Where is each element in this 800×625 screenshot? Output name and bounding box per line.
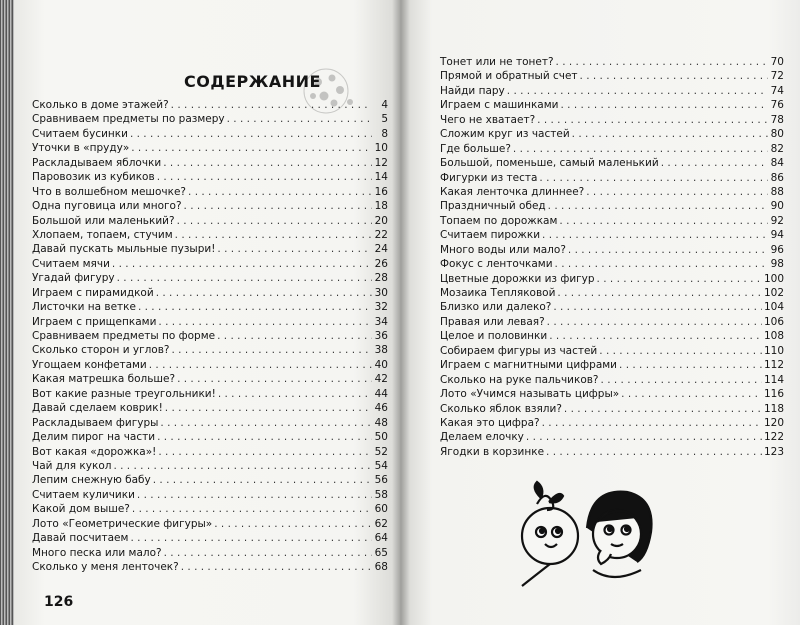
toc-entry: [32, 228, 388, 242]
toc-entry: [32, 329, 388, 343]
girl-figure: [587, 492, 652, 577]
toc-entry: [32, 459, 388, 473]
entry-title: Считаем куличики: [32, 488, 135, 501]
entry-title: Где больше?: [440, 142, 511, 155]
dot-leader: [548, 199, 768, 213]
entry-title: Топаем по дорожкам: [440, 214, 558, 227]
page-edges: [0, 0, 14, 625]
toc-entry: [32, 502, 388, 516]
toc-entry: [440, 300, 784, 314]
entry-title: Фигурки из теста: [440, 171, 538, 184]
entry-page-number: 44: [374, 387, 388, 400]
dot-leader: [556, 55, 768, 69]
dot-leader: [599, 344, 762, 358]
toc-entry: [32, 112, 388, 126]
toc-entry: [32, 300, 388, 314]
entry-title: Давай посчитаем: [32, 532, 129, 545]
entry-page-number: 88: [770, 185, 784, 198]
entry-title: Уточки в «пруду»: [32, 142, 130, 155]
entry-page-number: 28: [374, 272, 388, 285]
entry-title: Чай для кукол: [32, 459, 112, 472]
toc-entry: [32, 199, 388, 213]
dot-leader: [586, 185, 768, 199]
entry-page-number: 24: [374, 243, 388, 256]
toc-entry: [440, 69, 784, 83]
toc-entry: [32, 358, 388, 372]
entry-page-number: 90: [770, 200, 784, 213]
toc-entry: [32, 488, 388, 502]
toc-entry: [32, 214, 388, 228]
entry-title: Считаем мячи: [32, 257, 110, 270]
entry-title: Давай пускать мыльные пузыри!: [32, 243, 216, 256]
dot-leader: [177, 214, 372, 228]
entry-title: Большой или маленький?: [32, 214, 175, 227]
entry-page-number: 72: [770, 70, 784, 83]
dot-leader: [559, 214, 768, 228]
spine-shadow: [392, 0, 410, 625]
entry-page-number: 76: [770, 99, 784, 112]
entry-title: Лото «Геометрические фигуры»: [32, 517, 213, 530]
toc-entry: [440, 214, 784, 228]
entry-title: Собираем фигуры из частей: [440, 344, 598, 357]
toc-entry: [440, 272, 784, 286]
dot-leader: [218, 387, 372, 401]
entry-page-number: 86: [770, 171, 784, 184]
dot-leader: [153, 473, 372, 487]
entry-page-number: 26: [374, 257, 388, 270]
entry-title: Ягодки в корзинке: [440, 445, 545, 458]
entry-page-number: 52: [374, 445, 388, 458]
entry-page-number: 68: [374, 561, 388, 573]
entry-title: Делаем елочку: [440, 431, 524, 444]
toc-entry: [32, 546, 388, 560]
entry-page-number: 74: [770, 84, 784, 97]
entry-page-number: 104: [763, 301, 784, 314]
toc-entry: [32, 473, 388, 487]
entry-title: Сколько в доме этажей?: [32, 99, 169, 111]
toc-entry: [32, 271, 388, 285]
toc-list-left: [32, 98, 388, 574]
dot-leader: [597, 272, 762, 286]
entry-title: Давай сделаем коврик!: [32, 402, 163, 415]
toc-entry: [440, 243, 784, 257]
entry-title: Делим пирог на части: [32, 431, 156, 444]
dot-leader: [537, 113, 768, 127]
entry-page-number: 50: [374, 431, 388, 444]
toc-entry: [32, 343, 388, 357]
dot-leader: [526, 430, 762, 444]
dot-leader: [130, 531, 372, 545]
dot-leader: [553, 300, 762, 314]
entry-title: Играем с пирамидкой: [32, 286, 154, 299]
toc-entry: [440, 228, 784, 242]
dot-leader: [156, 286, 372, 300]
entry-page-number: 18: [374, 200, 388, 213]
toc-entry: [440, 315, 784, 329]
dot-leader: [164, 546, 372, 560]
toc-entry: [440, 430, 784, 444]
entry-page-number: 78: [770, 113, 784, 126]
entry-page-number: 60: [374, 503, 388, 516]
entry-page-number: 82: [770, 142, 784, 155]
entry-title: Праздничный обед: [440, 200, 546, 213]
toc-entry: [440, 416, 784, 430]
entry-page-number: 110: [763, 344, 784, 357]
entry-title: Считаем бусинки: [32, 127, 128, 140]
toc-entry: [440, 257, 784, 271]
dot-leader: [214, 517, 372, 531]
entry-page-number: 112: [763, 359, 784, 372]
entry-title: Считаем пирожки: [440, 229, 541, 242]
dot-leader: [513, 142, 768, 156]
dot-leader: [157, 170, 372, 184]
dot-leader: [547, 315, 762, 329]
toc-entry: [32, 156, 388, 170]
entry-title: Тонет или не тонет?: [440, 56, 554, 68]
entry-page-number: 12: [374, 156, 388, 169]
right-page: [400, 0, 800, 625]
entry-title: Вот какая «дорожка»!: [32, 445, 157, 458]
dot-leader: [171, 98, 372, 112]
toc-entry: [440, 199, 784, 213]
dot-leader: [539, 171, 768, 185]
toc-entry: [440, 329, 784, 343]
entry-title: Найди пару: [440, 84, 505, 97]
toc-entry: [440, 185, 784, 199]
entry-page-number: 114: [763, 373, 784, 386]
entry-title: Раскладываем яблочки: [32, 156, 162, 169]
dot-leader: [217, 242, 372, 256]
entry-title: Близко или далеко?: [440, 301, 552, 314]
entry-title: Угадай фигуру: [32, 272, 115, 285]
dot-leader: [113, 459, 372, 473]
toc-list-right: [440, 55, 784, 459]
dot-leader: [184, 199, 372, 213]
dot-leader: [621, 387, 762, 401]
entry-page-number: 100: [763, 272, 784, 285]
entry-page-number: 80: [770, 128, 784, 141]
toc-entry: [32, 445, 388, 459]
toc-entry: [32, 127, 388, 141]
entry-page-number: 5: [381, 113, 388, 126]
entry-title: Чего не хватает?: [440, 113, 536, 126]
entry-page-number: 54: [374, 459, 388, 472]
dot-leader: [131, 141, 372, 155]
toc-entry: [440, 344, 784, 358]
toc-entry: [32, 560, 388, 574]
toc-entry: [32, 517, 388, 531]
entry-page-number: 14: [374, 171, 388, 184]
entry-title: Играем с магнитными цифрами: [440, 359, 618, 372]
entry-page-number: 94: [770, 229, 784, 242]
entry-page-number: 108: [763, 330, 784, 343]
toc-entry: [32, 372, 388, 386]
entry-page-number: 120: [763, 416, 784, 429]
page-number: 126: [44, 594, 74, 610]
dot-leader: [661, 156, 768, 170]
dot-leader: [217, 329, 372, 343]
entry-title: Сколько сторон и углов?: [32, 344, 170, 357]
entry-title: Много воды или мало?: [440, 243, 566, 256]
entry-title: Что в волшебном мешочке?: [32, 185, 187, 198]
dot-leader: [227, 112, 372, 126]
entry-title: Сравниваем предметы по форме: [32, 330, 216, 342]
entry-page-number: 32: [374, 301, 388, 314]
toc-entry: [440, 358, 784, 372]
entry-title: Раскладываем фигуры: [32, 416, 159, 429]
dot-leader: [568, 243, 768, 257]
dot-leader: [507, 84, 768, 98]
entry-page-number: 56: [374, 474, 388, 487]
entry-title: Какая ленточка длиннее?: [440, 185, 585, 198]
dot-leader: [619, 358, 762, 372]
entry-page-number: 106: [763, 315, 784, 328]
toc-entry: [440, 113, 784, 127]
toc-entry: [32, 430, 388, 444]
toc-entry: [32, 257, 388, 271]
dot-leader: [158, 445, 372, 459]
entry-page-number: 4: [381, 99, 388, 111]
dot-leader: [601, 373, 762, 387]
entry-title: Сколько яблок взяли?: [440, 402, 562, 415]
entry-title: Вот какие разные треугольники!: [32, 387, 216, 400]
dot-leader: [138, 300, 372, 314]
entry-title: Целое и половинки: [440, 330, 548, 343]
toc-entry: [440, 156, 784, 170]
dot-leader: [165, 401, 372, 415]
entry-page-number: 98: [770, 258, 784, 271]
toc-entry: [32, 185, 388, 199]
toc-entry: [440, 402, 784, 416]
entry-title: Играем с машинками: [440, 99, 559, 112]
toc-entry: [440, 286, 784, 300]
entry-page-number: 92: [770, 214, 784, 227]
entry-title: Лепим снежную бабу: [32, 474, 151, 487]
entry-title: Много песка или мало?: [32, 546, 162, 559]
toc-entry: [32, 170, 388, 184]
dot-leader: [555, 257, 768, 271]
dot-leader: [158, 315, 372, 329]
entry-page-number: 34: [374, 315, 388, 328]
dot-leader: [549, 329, 762, 343]
entry-page-number: 84: [770, 157, 784, 170]
dot-leader: [188, 185, 372, 199]
entry-title: Правая или левая?: [440, 315, 545, 328]
entry-page-number: 122: [763, 431, 784, 444]
toc-entry: [32, 242, 388, 256]
entry-page-number: 116: [763, 388, 784, 401]
entry-page-number: 64: [374, 532, 388, 545]
entry-title: Какая это цифра?: [440, 416, 540, 429]
entry-page-number: 20: [374, 214, 388, 227]
entry-page-number: 58: [374, 488, 388, 501]
dot-leader: [557, 286, 762, 300]
toc-entry: [440, 127, 784, 141]
entry-title: Сложим круг из частей: [440, 128, 570, 141]
entry-page-number: 65: [374, 546, 388, 559]
entry-title: Большой, поменьше, самый маленький: [440, 157, 659, 170]
entry-page-number: 8: [381, 127, 388, 140]
entry-page-number: 10: [374, 142, 388, 155]
entry-page-number: 30: [374, 286, 388, 299]
entry-title: Прямой и обратный счет: [440, 70, 578, 83]
entry-page-number: 102: [763, 287, 784, 299]
entry-page-number: 123: [763, 445, 784, 458]
entry-title: Паровозик из кубиков: [32, 171, 155, 184]
entry-title: Одна пуговица или много?: [32, 200, 182, 213]
entry-title: Лото «Учимся называть цифры»: [440, 388, 620, 401]
dot-leader: [564, 402, 762, 416]
toc-entry: [32, 286, 388, 300]
entry-page-number: 16: [374, 185, 388, 198]
children-illustration: [505, 478, 655, 588]
dot-leader: [157, 430, 372, 444]
toc-entry: [440, 84, 784, 98]
toc-entry: [440, 55, 784, 69]
entry-title: Играем с прищепками: [32, 315, 157, 328]
toc-entry: [440, 373, 784, 387]
toc-entry: [32, 98, 388, 112]
dot-leader: [542, 416, 762, 430]
toc-entry: [440, 171, 784, 185]
entry-page-number: 42: [374, 373, 388, 386]
dot-leader: [112, 257, 372, 271]
dot-leader: [132, 502, 372, 516]
dot-leader: [172, 343, 373, 357]
toc-entry: [32, 387, 388, 401]
dot-leader: [163, 156, 372, 170]
toc-entry: [440, 445, 784, 459]
entry-title: Какая матрешка больше?: [32, 373, 176, 386]
dot-leader: [160, 416, 372, 430]
entry-page-number: 62: [374, 517, 388, 530]
dot-leader: [175, 228, 372, 242]
entry-title: Цветные дорожки из фигур: [440, 272, 595, 285]
entry-title: Фокус с ленточками: [440, 258, 553, 271]
entry-page-number: 36: [374, 330, 388, 342]
toc-entry: [32, 141, 388, 155]
dot-leader: [117, 271, 372, 285]
toc-entry: [32, 416, 388, 430]
entry-title: Сколько у меня ленточек?: [32, 561, 179, 573]
dot-leader: [560, 98, 768, 112]
entry-page-number: 96: [770, 243, 784, 256]
entry-title: Какой дом выше?: [32, 503, 130, 516]
entry-title: Сравниваем предметы по размеру: [32, 113, 225, 126]
entry-page-number: 22: [374, 228, 388, 241]
toc-entry: [32, 531, 388, 545]
toc-entry: [440, 142, 784, 156]
dot-leader: [149, 358, 372, 372]
toc-entry: [440, 387, 784, 401]
entry-page-number: 40: [374, 358, 388, 371]
entry-page-number: 70: [770, 56, 784, 68]
dot-leader: [572, 127, 768, 141]
dot-leader: [542, 228, 768, 242]
entry-title: Мозаика Тепляковой: [440, 287, 556, 299]
boy-figure: [522, 482, 578, 586]
dot-leader: [546, 445, 762, 459]
toc-entry: [32, 315, 388, 329]
dot-leader: [181, 560, 372, 574]
entry-title: Сколько на руке пальчиков?: [440, 373, 599, 386]
dot-leader: [177, 372, 372, 386]
dot-leader: [137, 488, 372, 502]
toc-entry: [440, 98, 784, 112]
toc-entry: [32, 401, 388, 415]
entry-page-number: 46: [374, 402, 388, 415]
left-page: [14, 0, 400, 625]
dot-leader: [130, 127, 372, 141]
entry-page-number: 118: [763, 402, 784, 415]
toc-heading: СОДЕРЖАНИЕ: [184, 72, 321, 91]
dot-leader: [580, 69, 768, 83]
entry-title: Листочки на ветке: [32, 301, 136, 314]
entry-title: Угощаем конфетами: [32, 358, 147, 371]
entry-page-number: 38: [374, 344, 388, 357]
entry-page-number: 48: [374, 416, 388, 429]
entry-title: Хлопаем, топаем, стучим: [32, 228, 173, 241]
